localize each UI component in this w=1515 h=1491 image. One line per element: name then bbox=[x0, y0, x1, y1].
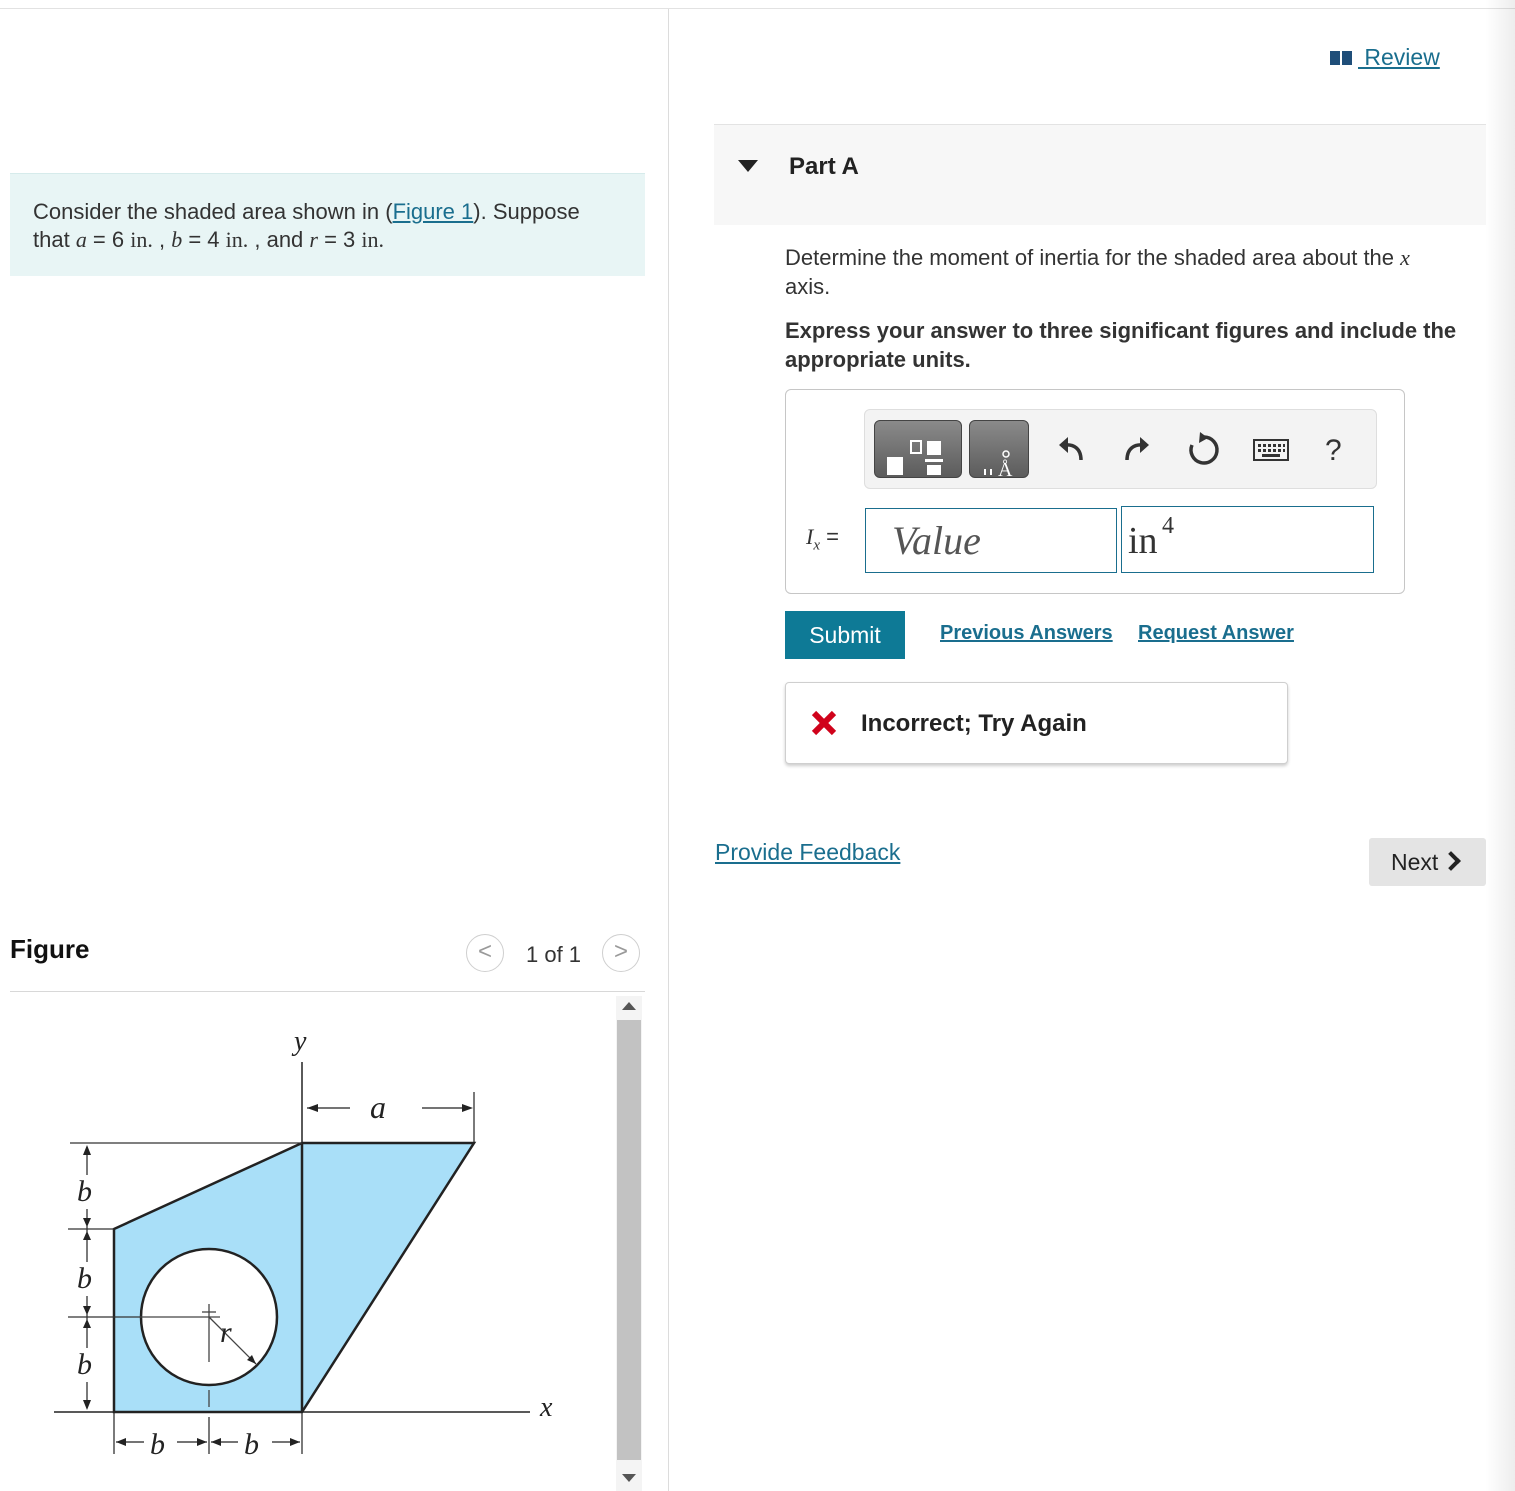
figure-diagram bbox=[10, 992, 610, 1491]
problem-text: that bbox=[33, 227, 76, 252]
unit-in: in. bbox=[130, 227, 153, 252]
svg-text:Å: Å bbox=[998, 459, 1013, 477]
pager-next-button[interactable]: > bbox=[602, 934, 640, 972]
math-toolbar bbox=[864, 409, 1377, 489]
part-title: Part A bbox=[789, 153, 859, 180]
label-eq: = bbox=[820, 524, 839, 549]
scrollbar-thumb[interactable] bbox=[617, 1020, 641, 1460]
dim-b-label-1: b bbox=[77, 1175, 92, 1208]
angstrom-units-icon bbox=[970, 421, 1028, 477]
question-end: axis. bbox=[785, 274, 831, 299]
problem-text: = 3 bbox=[317, 227, 362, 252]
feedback-message bbox=[785, 682, 1288, 764]
column-divider bbox=[668, 9, 669, 1491]
dim-b-arrow bbox=[83, 1400, 91, 1410]
keyboard-icon[interactable] bbox=[1252, 432, 1290, 468]
dim-b-arrow bbox=[83, 1218, 91, 1227]
dim-bottom-b-label-2: b bbox=[244, 1428, 259, 1461]
units-symbol-button[interactable] bbox=[969, 420, 1029, 478]
help-button[interactable]: ? bbox=[1325, 434, 1342, 467]
reset-icon[interactable] bbox=[1186, 432, 1222, 468]
value-input[interactable] bbox=[865, 508, 1117, 573]
unit-in: in. bbox=[225, 227, 249, 252]
dim-bottom-arrow bbox=[116, 1438, 126, 1446]
label-var: I bbox=[806, 524, 814, 549]
dim-b-arrow bbox=[83, 1145, 91, 1155]
radius-label: r bbox=[220, 1316, 232, 1349]
question-text bbox=[785, 243, 1475, 301]
incorrect-x-icon bbox=[810, 709, 838, 737]
dim-a-arrow-right bbox=[462, 1104, 473, 1112]
provide-feedback-link[interactable]: Provide Feedback bbox=[715, 839, 901, 865]
next-button[interactable] bbox=[1369, 838, 1486, 886]
review-label: Review bbox=[1358, 44, 1440, 70]
problem-text: = 4 bbox=[182, 227, 226, 252]
dim-b-label-3: b bbox=[77, 1348, 92, 1381]
right-edge-shadow bbox=[1485, 0, 1515, 1491]
var-x: x bbox=[1400, 245, 1410, 270]
chevron-right-icon bbox=[1441, 851, 1461, 871]
templates-button[interactable] bbox=[874, 420, 962, 478]
part-a-header[interactable] bbox=[714, 124, 1486, 225]
next-label: Next bbox=[1391, 849, 1439, 875]
pager-prev-button[interactable]: < bbox=[466, 934, 504, 972]
scroll-down-arrow-icon[interactable] bbox=[622, 1474, 636, 1482]
problem-text: ). Suppose bbox=[473, 199, 580, 224]
dim-bottom-arrow bbox=[211, 1438, 221, 1446]
problem-statement bbox=[10, 173, 645, 276]
units-input[interactable] bbox=[1121, 506, 1374, 573]
top-rule bbox=[0, 8, 1515, 9]
label-sub: x bbox=[813, 537, 820, 554]
scroll-up-arrow-icon[interactable] bbox=[622, 1002, 636, 1010]
problem-text: , bbox=[152, 227, 172, 252]
ix-label bbox=[806, 524, 839, 554]
units-exponent: 4 bbox=[1162, 513, 1174, 539]
dim-b-arrow bbox=[83, 1306, 91, 1315]
dim-bottom-arrow bbox=[290, 1438, 300, 1446]
dim-a-arrow-left bbox=[307, 1104, 318, 1112]
var-a: a bbox=[75, 227, 87, 252]
answer-box bbox=[785, 389, 1405, 594]
dim-b-arrow bbox=[83, 1231, 91, 1240]
problem-text: Consider the shaded area shown in ( bbox=[33, 199, 393, 224]
templates-icon bbox=[875, 421, 961, 477]
previous-answers-link[interactable]: Previous Answers bbox=[940, 622, 1113, 644]
redo-icon[interactable] bbox=[1119, 432, 1155, 468]
dim-bottom-arrow bbox=[197, 1438, 207, 1446]
problem-text: = 6 bbox=[86, 227, 131, 252]
var-r: r bbox=[309, 227, 318, 252]
dim-b-label-2: b bbox=[77, 1262, 92, 1295]
x-axis-label: x bbox=[540, 1392, 553, 1423]
dim-a-label: a bbox=[370, 1089, 386, 1125]
question-body: Determine the moment of inertia for the shaded area about the bbox=[785, 245, 1401, 270]
dim-bottom-b-label-1: b bbox=[150, 1428, 165, 1461]
review-link[interactable] bbox=[1330, 44, 1440, 71]
var-b: b bbox=[171, 227, 183, 252]
unit-in: in. bbox=[361, 227, 385, 252]
undo-icon[interactable] bbox=[1053, 432, 1089, 468]
instruction-text: Express your answer to three significant figures and include the appropriate units. bbox=[785, 318, 1457, 372]
dim-b-arrow bbox=[83, 1319, 91, 1328]
pager-count: 1 of 1 bbox=[526, 942, 582, 967]
figure-link[interactable]: Figure 1 bbox=[392, 199, 474, 224]
figure-pager bbox=[466, 934, 646, 974]
units-base: in bbox=[1128, 520, 1158, 562]
y-axis-label: y bbox=[294, 1026, 307, 1057]
submit-button[interactable]: Submit bbox=[785, 611, 905, 659]
request-answer-link[interactable]: Request Answer bbox=[1138, 622, 1294, 644]
problem-text: , and bbox=[248, 227, 310, 252]
collapse-caret-icon[interactable] bbox=[738, 160, 758, 172]
feedback-text: Incorrect; Try Again bbox=[861, 710, 1087, 737]
figure-title: Figure bbox=[10, 934, 90, 964]
book-icon bbox=[1330, 50, 1352, 66]
